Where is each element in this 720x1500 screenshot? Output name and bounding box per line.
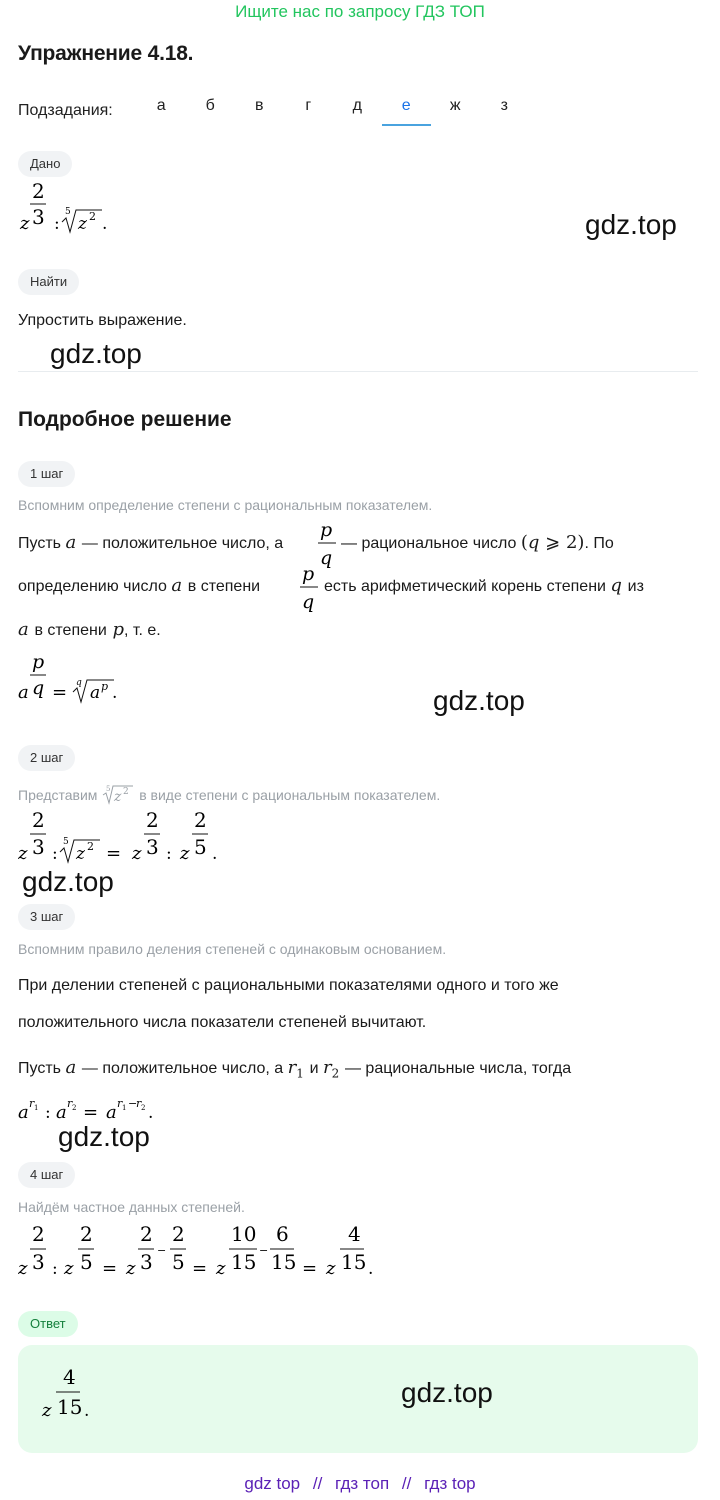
step3-para2: положительного числа показатели степеней вычитают.: [18, 1014, 427, 1031]
watermark: gdz.top: [22, 866, 114, 897]
step1-line1: Пусть a — положительное число, а: [18, 532, 284, 553]
step1-line3-b: , т. е.: [124, 622, 161, 639]
svg-text:15: 15: [271, 1250, 297, 1274]
footer-links: [0, 1474, 720, 1494]
given-radicand: z: [78, 214, 87, 234]
subtasks-nav: [18, 96, 529, 126]
step3-line-c: и: [309, 1060, 319, 1077]
given-exp-num: 2: [32, 179, 45, 203]
svg-text:q: q: [302, 591, 315, 613]
subtask-tab-a[interactable]: а: [156, 97, 166, 114]
svg-text:−: −: [157, 1244, 167, 1257]
svg-text:z: z: [216, 1258, 226, 1279]
svg-text::: :: [52, 1259, 58, 1279]
svg-text:10: 10: [231, 1222, 257, 1246]
step1-line2-b: в степени: [187, 578, 261, 595]
svg-text:5: 5: [194, 835, 207, 859]
svg-text:2: 2: [87, 840, 94, 853]
exercise-title: Упражнение 4.18.: [18, 42, 194, 65]
svg-text:=: =: [102, 1258, 118, 1279]
step1-line1-d: . По: [584, 535, 614, 552]
step2-hint-b: в виде степени с рациональным показателем.: [139, 787, 441, 803]
svg-text:a: a: [106, 1102, 117, 1123]
footer-separator: //: [312, 1474, 323, 1493]
step1-fraction-pq-2: [298, 560, 322, 614]
subtask-tab-zh[interactable]: ж: [449, 97, 461, 114]
step1-line3: a в степени p, т. е.: [18, 619, 161, 640]
svg-text:5: 5: [106, 785, 111, 793]
svg-text:q: q: [32, 677, 45, 699]
given-base: z: [20, 213, 30, 234]
svg-text:=: =: [83, 1102, 99, 1123]
subtask-tab-e-active[interactable]: е: [382, 96, 431, 126]
step1-line2-rest: есть арифметический корень степени q из: [324, 575, 644, 596]
svg-text:2: 2: [141, 1104, 146, 1112]
svg-text:2: 2: [32, 808, 45, 832]
step1-line3-a: в степени: [34, 622, 107, 639]
step1-line2-c: есть арифметический корень степени: [324, 578, 606, 595]
step3-hint: Вспомним правило деления степеней с одинаковым основанием.: [18, 941, 447, 957]
given-badge: Дано: [18, 151, 72, 177]
svg-text:.: .: [148, 1103, 154, 1123]
svg-text:−: −: [128, 1097, 138, 1110]
svg-text:z: z: [18, 1258, 28, 1279]
step2-formula: [18, 806, 238, 868]
watermark: gdz.top: [433, 685, 525, 716]
footer-link-3[interactable]: гдз top: [424, 1474, 476, 1493]
answer-exp-den: 15: [57, 1395, 83, 1419]
step1-badge: 1 шаг: [18, 461, 75, 487]
svg-text:2: 2: [32, 1222, 45, 1246]
svg-text:2: 2: [194, 808, 207, 832]
svg-text:15: 15: [341, 1250, 367, 1274]
step1-line1-a: Пусть: [18, 535, 61, 552]
svg-text:=: =: [106, 843, 122, 864]
svg-text::: :: [52, 844, 58, 864]
svg-text:a: a: [90, 683, 101, 703]
svg-text:z: z: [18, 843, 28, 864]
subtask-tab-d[interactable]: д: [352, 97, 362, 114]
svg-text:q: q: [320, 547, 333, 569]
svg-text:.: .: [368, 1259, 374, 1279]
step2-badge: 2 шаг: [18, 745, 75, 771]
svg-text:−: −: [259, 1244, 269, 1257]
subtask-tab-g[interactable]: г: [305, 97, 312, 114]
svg-text:5: 5: [63, 837, 69, 847]
svg-text:5: 5: [80, 1250, 93, 1274]
svg-text:2: 2: [140, 1222, 153, 1246]
svg-text:15: 15: [231, 1250, 257, 1274]
answer-exp-num: 4: [63, 1365, 76, 1389]
svg-text:p: p: [320, 519, 333, 541]
watermark: gdz.top: [401, 1377, 493, 1408]
watermark: gdz.top: [585, 209, 677, 240]
step1-line1-c: — рациональное число: [341, 535, 517, 552]
given-end: .: [102, 214, 108, 234]
svg-text:=: =: [192, 1258, 208, 1279]
watermark: gdz.top: [50, 338, 142, 369]
svg-text:3: 3: [32, 835, 45, 859]
given-radicand-exp: 2: [89, 210, 96, 223]
step2-hint: [18, 783, 440, 805]
svg-text::: :: [166, 844, 172, 864]
step1-line2-a: определению число: [18, 578, 167, 595]
subtask-tab-v[interactable]: в: [254, 97, 264, 114]
step1-line2: определению число a в степени: [18, 575, 261, 596]
step3-para1: При делении степеней с рациональными показателями одного и того же: [18, 977, 559, 994]
given-exp-den: 3: [32, 205, 45, 229]
svg-text:z: z: [114, 789, 122, 805]
find-badge: Найти: [18, 269, 79, 295]
svg-text:a: a: [18, 1102, 29, 1123]
svg-text:a: a: [18, 682, 29, 703]
svg-text:z: z: [64, 1258, 74, 1279]
step2-hint-a: Представим: [18, 787, 98, 803]
svg-text:z: z: [126, 1258, 136, 1279]
svg-text:6: 6: [276, 1222, 289, 1246]
svg-text:r: r: [117, 1097, 123, 1110]
subtask-tab-b[interactable]: б: [205, 97, 215, 114]
step1-line2-d: из: [627, 578, 644, 595]
svg-text:p: p: [302, 563, 315, 585]
svg-text:.: .: [112, 683, 118, 703]
footer-separator: //: [401, 1474, 412, 1493]
step3-line-b: — положительное число, а: [81, 1060, 284, 1077]
svg-text:4: 4: [348, 1222, 361, 1246]
svg-text:3: 3: [140, 1250, 153, 1274]
svg-text:3: 3: [32, 1250, 45, 1274]
footer-link-2[interactable]: гдз топ: [335, 1474, 390, 1493]
find-text: Упростить выражение.: [18, 312, 187, 329]
step2-hint-root: [101, 783, 135, 805]
svg-text:2: 2: [72, 1104, 77, 1112]
svg-text::: :: [45, 1103, 51, 1123]
step4-formula: [18, 1218, 398, 1280]
svg-text:=: =: [302, 1258, 318, 1279]
svg-text:.: .: [212, 844, 218, 864]
svg-text:p: p: [101, 680, 109, 693]
svg-text:1: 1: [34, 1104, 39, 1112]
watermark: gdz.top: [58, 1121, 150, 1152]
svg-text:2: 2: [146, 808, 159, 832]
step1-formula: [18, 648, 138, 710]
answer-expression: [40, 1358, 110, 1424]
step1-hint: Вспомним определение степени с рациональным показателем.: [18, 497, 433, 513]
step3-line: Пусть a — положительное число, а $r_1$ и $r_2$ — рациональные числа, тогда: [18, 1057, 572, 1081]
svg-text:q: q: [76, 678, 82, 688]
divider: [18, 371, 698, 372]
solution-title: Подробное решение: [18, 408, 232, 431]
svg-text:2: 2: [172, 1222, 185, 1246]
svg-text:3: 3: [146, 835, 159, 859]
svg-text:r: r: [67, 1097, 73, 1110]
svg-text:z: z: [42, 1400, 52, 1421]
step4-hint: Найдём частное данных степеней.: [18, 1199, 245, 1215]
svg-text:a: a: [56, 1102, 67, 1123]
svg-text:z: z: [132, 843, 142, 864]
svg-text:1: 1: [122, 1104, 127, 1112]
svg-text:p: p: [32, 651, 45, 673]
svg-text:5: 5: [172, 1250, 185, 1274]
svg-text:r: r: [136, 1097, 142, 1110]
svg-text:.: .: [84, 1401, 90, 1421]
step1-line1-rest: — рациональное число (q ⩾ 2). По: [341, 532, 614, 553]
step3-line-d: — рациональные числа, тогда: [344, 1060, 572, 1077]
step1-line1-b: — положительное число, а: [81, 535, 284, 552]
search-banner: Ищите нас по запросу ГДЗ ТОП: [235, 2, 485, 21]
subtasks-label: Подзадания:: [18, 102, 113, 119]
svg-text:=: =: [52, 682, 68, 703]
given-expression: [18, 176, 138, 240]
answer-box: [18, 1345, 698, 1453]
given-op: :: [54, 214, 60, 234]
answer-badge: Ответ: [18, 1311, 78, 1337]
step3-badge: 3 шаг: [18, 904, 75, 930]
svg-text:z: z: [326, 1258, 336, 1279]
svg-text:z: z: [76, 844, 85, 864]
svg-text:r: r: [29, 1097, 35, 1110]
given-root-index: 5: [65, 207, 71, 217]
step3-line-a: Пусть: [18, 1060, 61, 1077]
footer-link-1[interactable]: gdz top: [244, 1474, 301, 1493]
svg-text:2: 2: [80, 1222, 93, 1246]
step4-badge: 4 шаг: [18, 1162, 75, 1188]
subtask-tab-z[interactable]: з: [500, 97, 508, 114]
svg-text:2: 2: [123, 787, 130, 797]
svg-text:z: z: [180, 843, 190, 864]
